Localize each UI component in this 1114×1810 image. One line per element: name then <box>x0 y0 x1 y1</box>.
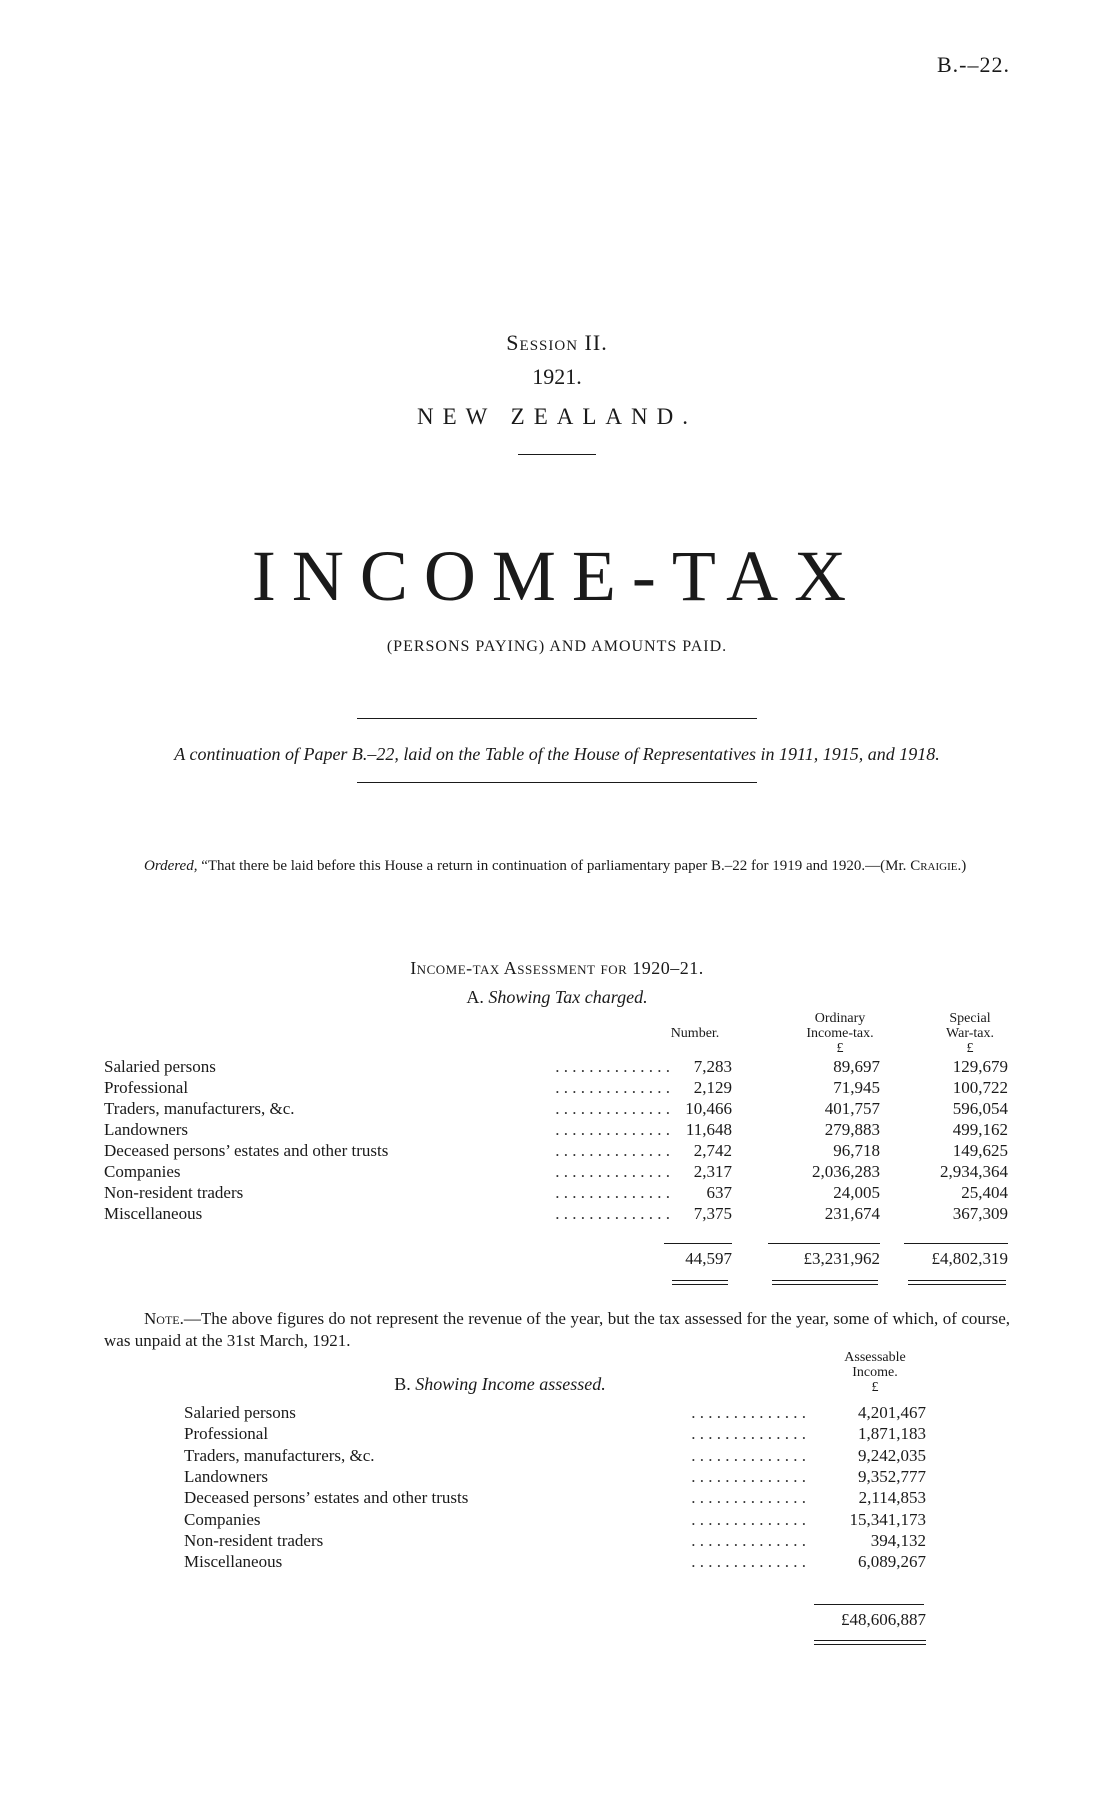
table-a-total-number: 44,597 <box>685 1249 732 1268</box>
cell-special: 25,404 <box>961 1183 1008 1202</box>
cell-assessable-income: 9,352,777 <box>858 1466 926 1486</box>
row-label: Companies <box>104 1162 185 1182</box>
table-a-heading: Income-tax Assessment for 1920–21. <box>410 958 704 978</box>
leader-dots: . . . . . . . . . . . . . . <box>555 1141 670 1160</box>
row-label: Non-resident traders <box>104 1183 247 1203</box>
cell-number: 2,742 <box>693 1141 732 1160</box>
leader-dots: . . . . . . . . . . . . . . <box>691 1488 806 1508</box>
table-a-subheading: A. Showing Tax charged. <box>466 987 648 1007</box>
total-rule <box>664 1243 732 1244</box>
cell-assessable-income: 15,341,173 <box>849 1509 926 1529</box>
row-label: Traders, manufacturers, &c. <box>104 1099 299 1119</box>
cell-ordinary: 279,883 <box>824 1120 880 1139</box>
leader-dots: . . . . . . . . . . . . . . <box>691 1552 806 1572</box>
cell-ordinary: 401,757 <box>824 1099 880 1118</box>
row-label: Landowners <box>104 1120 192 1140</box>
cell-special: 2,934,364 <box>940 1162 1008 1181</box>
leader-dots: . . . . . . . . . . . . . . <box>691 1530 806 1550</box>
cell-special: 100,722 <box>952 1078 1008 1097</box>
cell-ordinary: 24,005 <box>833 1183 880 1202</box>
leader-dots: . . . . . . . . . . . . . . <box>691 1403 806 1422</box>
row-label: Miscellaneous <box>104 1204 206 1224</box>
cell-assessable-income: 394,132 <box>870 1530 926 1550</box>
cell-number: 11,648 <box>685 1120 732 1139</box>
leader-dots: . . . . . . . . . . . . . . <box>691 1466 806 1486</box>
row-label: Miscellaneous <box>184 1552 286 1572</box>
table-a-total-special: £4,802,319 <box>931 1249 1008 1268</box>
cell-assessable-income: 4,201,467 <box>858 1403 926 1422</box>
leader-dots: . . . . . . . . . . . . . . <box>555 1078 670 1097</box>
total-double-rule <box>908 1280 1006 1285</box>
leader-dots: . . . . . . . . . . . . . . <box>691 1509 806 1529</box>
table-b-subheading: B. Showing Income assessed. <box>394 1374 606 1394</box>
divider <box>357 718 757 719</box>
leader-dots: . . . . . . . . . . . . . . <box>555 1057 670 1076</box>
cell-assessable-income: 1,871,183 <box>858 1424 926 1444</box>
cell-number: 7,283 <box>693 1057 732 1076</box>
divider <box>357 782 757 783</box>
leader-dots: . . . . . . . . . . . . . . <box>555 1183 670 1202</box>
cell-assessable-income: 2,114,853 <box>858 1488 926 1508</box>
row-label: Traders, manufacturers, &c. <box>184 1446 379 1466</box>
cell-ordinary: 71,945 <box>833 1078 880 1097</box>
total-rule <box>768 1243 880 1244</box>
cell-special: 149,625 <box>952 1141 1008 1160</box>
session-line: Session II. <box>506 330 608 355</box>
cell-number: 2,129 <box>693 1078 732 1097</box>
divider <box>518 454 596 455</box>
leader-dots: . . . . . . . . . . . . . . <box>691 1445 806 1465</box>
order-paragraph: Ordered, “That there be laid before this House a return in continuation of parliamentary paper B.–22 for 1919 and 1920.—(Mr. Craigie.) <box>144 858 967 874</box>
table-b-total: £48,606,887 <box>841 1610 926 1629</box>
row-label: Deceased persons’ estates and other trusts <box>104 1141 392 1161</box>
row-label: Salaried persons <box>104 1057 220 1077</box>
cell-assessable-income: 9,242,035 <box>858 1445 926 1465</box>
col-special-header: Special War-tax. £ <box>946 1011 994 1056</box>
cell-special: 129,679 <box>952 1057 1008 1076</box>
cell-ordinary: 96,718 <box>833 1141 880 1160</box>
country: NEW ZEALAND. <box>416 404 698 429</box>
row-label: Deceased persons’ estates and other trusts <box>184 1488 472 1508</box>
cell-number: 637 <box>706 1183 732 1202</box>
cell-special: 596,054 <box>952 1099 1008 1118</box>
total-double-rule <box>814 1640 926 1645</box>
row-label: Professional <box>184 1424 272 1444</box>
cell-number: 2,317 <box>693 1162 732 1181</box>
table-a-total-ordinary: £3,231,962 <box>803 1249 880 1268</box>
leader-dots: . . . . . . . . . . . . . . <box>555 1099 670 1118</box>
leader-dots: . . . . . . . . . . . . . . <box>555 1204 670 1223</box>
cell-ordinary: 231,674 <box>824 1204 880 1223</box>
row-label: Companies <box>184 1510 265 1530</box>
row-label: Non-resident traders <box>184 1531 327 1551</box>
cell-assessable-income: 6,089,267 <box>858 1552 926 1572</box>
col-assessable-header: Assessable Income. £ <box>844 1350 906 1395</box>
leader-dots: . . . . . . . . . . . . . . <box>555 1120 670 1139</box>
cell-special: 367,309 <box>952 1204 1008 1223</box>
row-label: Professional <box>104 1078 192 1098</box>
total-double-rule <box>672 1280 728 1285</box>
page-title: INCOME-TAX <box>251 536 863 616</box>
total-double-rule <box>772 1280 878 1285</box>
leader-dots: . . . . . . . . . . . . . . <box>555 1162 670 1181</box>
col-ordinary-header: Ordinary Income-tax. £ <box>806 1011 874 1056</box>
row-label: Salaried persons <box>184 1403 300 1423</box>
note-paragraph: Note.—The above figures do not represent the revenue of the year, but the tax assessed for the year, some of which, of course, was unpaid at the 31st March, 1921. <box>104 1309 1010 1350</box>
total-rule <box>904 1243 1008 1244</box>
continuation-note: A continuation of Paper B.–22, laid on the Table of the House of Representatives in 1911, 1915, and 1918. <box>174 744 940 764</box>
cell-number: 7,375 <box>693 1204 732 1223</box>
page-subtitle: (PERSONS PAYING) AND AMOUNTS PAID. <box>386 638 728 655</box>
year: 1921. <box>532 364 582 389</box>
row-label: Landowners <box>184 1467 272 1487</box>
cell-ordinary: 2,036,283 <box>812 1162 880 1181</box>
cell-ordinary: 89,697 <box>833 1057 880 1076</box>
col-number-header: Number. <box>670 1026 720 1041</box>
cell-special: 499,162 <box>952 1120 1008 1139</box>
total-rule <box>814 1604 924 1605</box>
leader-dots: . . . . . . . . . . . . . . <box>691 1424 806 1444</box>
paper-reference: B.-–22. <box>937 52 1010 77</box>
cell-number: 10,466 <box>685 1099 732 1118</box>
